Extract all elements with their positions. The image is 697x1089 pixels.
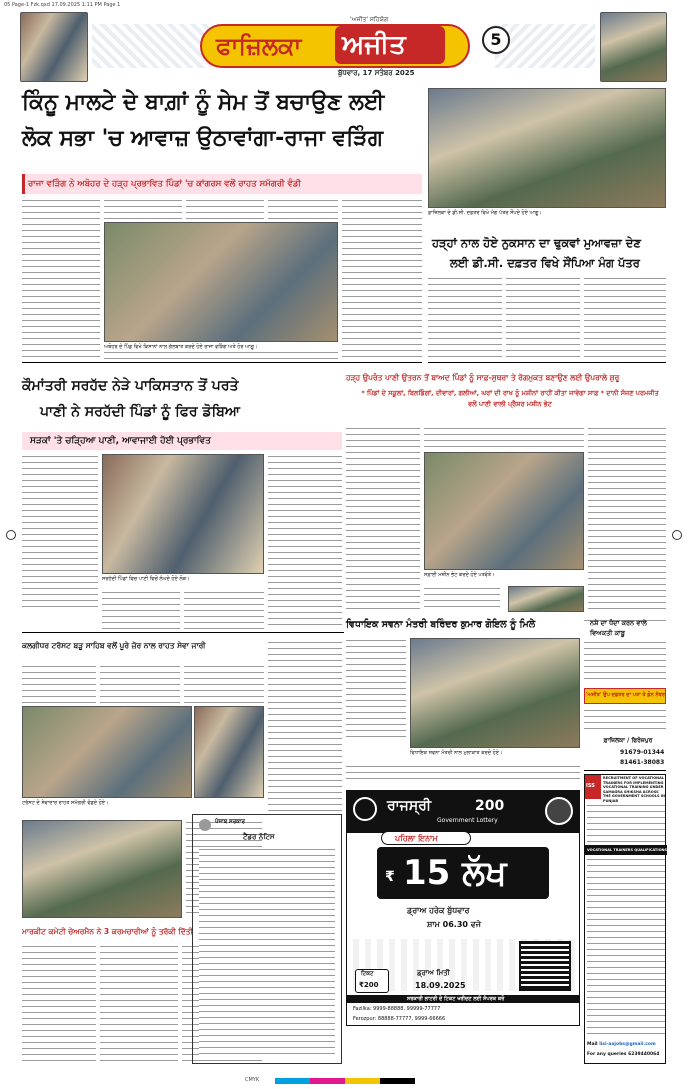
edition-name: ਫਾਜ਼ਿਲਕਾ	[216, 32, 302, 60]
relief-photo-2	[194, 706, 264, 798]
relief-photo-caption: ਟਰੱਸਟ ਦੇ ਸੇਵਾਦਾਰ ਰਾਹਤ ਸਮੱਗਰੀ ਵੰਡਦੇ ਹੋਏ।	[22, 800, 109, 806]
lead-text-col-4	[268, 198, 338, 220]
drug-arrest-text	[584, 640, 666, 684]
memorandum-text-3	[584, 276, 666, 360]
clock-tower-image	[20, 12, 88, 82]
lead-text-col-6	[342, 198, 422, 360]
masthead-pattern-right	[495, 24, 595, 68]
qr-code-icon	[519, 941, 571, 991]
cleanup-inset-photo	[508, 586, 584, 612]
mla-photo-caption: ਵਿਧਾਇਕ ਸਵਨਾ ਮੰਤਰੀ ਨਾਲ ਮੁਲਾਕਾਤ ਕਰਦੇ ਹੋਏ।	[410, 750, 503, 756]
lottery-brand-number: 200	[475, 798, 505, 814]
queries-line	[587, 1051, 665, 1058]
memorandum-text-2	[506, 276, 580, 360]
lottery-ad	[346, 790, 580, 1026]
memorandum-photo	[428, 88, 666, 208]
queries-label: For any queries	[587, 1052, 627, 1057]
cleanup-text-col-1	[346, 426, 420, 612]
lead-text-col-2	[104, 198, 182, 220]
draw-date-label: ਡ੍ਰਾਅ ਮਿਤੀ	[417, 969, 450, 977]
relief-text-col-4	[268, 640, 342, 816]
color-bar-bottom	[275, 1078, 415, 1084]
office-notice-text	[584, 708, 666, 732]
lottery-logo-disc	[353, 797, 377, 821]
lead-headline-2: ਲੋਕ ਸਭਾ 'ਚ ਆਵਾਜ਼ ਉਠਾਵਾਂਗਾ-ਰਾਜਾ ਵੜਿੰਗ	[22, 126, 384, 151]
masthead-pattern-left	[92, 24, 212, 68]
border-text-col-1	[22, 454, 98, 610]
cleanup-headline: ਹੜ੍ਹ ਉਪਰੰਤ ਪਾਣੀ ਉਤਰਨ ਤੋਂ ਬਾਅਦ ਪਿੰਡਾਂ ਨੂੰ ਸਾਫ਼-ਸੁਥਰਾ ਤੇ ਰੋਗਮੁਕਤ ਬਣਾਉਣ ਲਈ ਉਪਰਾਲੇ ਸ਼ੁਰੂ	[346, 373, 620, 382]
cleanup-strap: * ਪਿੰਡਾਂ ਦੇ ਸਕੂਲਾਂ, ਬਿਲਡਿੰਗਾਂ, ਦੀਵਾਰਾਂ, ਗਲੀਆਂ, ਘਰਾਂ ਦੀ ਰਾਖ ਨੂੰ ਮਸ਼ੀਨਾਂ ਰਾਹੀਂ ਕੀਤਾ ਜਾਵੇਗਾ ਸਾਫ਼ * ਦਾਨੀ ਸੱਜਣ ਪਰਮਜੀਤ ਵਲੋਂ ਪਾਣੀ ਵਾਲੀ ਪ੍ਰੈਸ਼ਰ ਮਸ਼ੀਨ ਭੇਟ	[361, 389, 659, 408]
lead-text-col-1	[22, 198, 100, 358]
mla-text-col-1	[346, 638, 406, 738]
border-headline-2: ਪਾਣੀ ਨੇ ਸਰਹੱਦੀ ਪਿੰਡਾਂ ਨੂੰ ਫਿਰ ਡੋਬਿਆ	[40, 404, 241, 420]
recruitment-body-2	[587, 857, 665, 1037]
border-headline-1: ਕੌਮਾਂਤਰੀ ਸਰਹੱਦ ਨੇੜੇ ਪਾਕਿਸਤਾਨ ਤੋਂ ਪਰਤੇ	[22, 378, 239, 394]
tender-title: ਟੈਂਡਰ ਨੋਟਿਸ	[243, 833, 275, 841]
lottery-tagline: Government Lottery	[437, 817, 498, 824]
mid-rule	[22, 632, 344, 633]
goa-seal-icon	[545, 797, 573, 825]
top-right-rule	[428, 362, 666, 363]
cmyk-label: CMYK	[245, 1077, 260, 1083]
border-text-col-4	[268, 454, 342, 630]
ad-footer-line-3: Ferozpur: 88888-77777, 9999-66666	[353, 1016, 446, 1022]
relief-headline: ਕਲਗੀਧਰ ਟਰੱਸਟ ਬੜੂ ਸਾਹਿਬ ਵਲੋਂ ਪੂਰੇ ਜ਼ੋਰ ਨਾਲ ਰਾਹਤ ਸੇਵਾ ਜਾਰੀ	[22, 641, 206, 650]
mla-photo	[410, 638, 580, 748]
memorandum-text-1	[428, 276, 502, 360]
draw-label: ਡ੍ਰਾਅ ਹਰੇਕ ਬੁੱਧਵਾਰ	[407, 906, 470, 915]
brand-name: ਅਜੀਤ	[342, 30, 406, 60]
print-slug: 05 Page-1 Fzk.qxd 17.09.2025 1:11 PM Page 1	[4, 2, 121, 8]
tender-notice	[192, 814, 342, 1064]
recruitment-body-1	[587, 803, 665, 843]
lead-subhead: ਰਾਜਾ ਵੜਿੰਗ ਨੇ ਅਬੋਹਰ ਦੇ ਹੜ੍ਹ ਪ੍ਰਭਾਵਿਤ ਪਿੰਡਾਂ 'ਚ ਕਾਂਗਰਸ ਵਲੋਂ ਰਾਹਤ ਸਮੱਗਰੀ ਵੰਡੀ	[28, 179, 301, 189]
mail-label: Mail	[587, 1042, 598, 1047]
qualifications-title: VOCATIONAL TRAINERS QUALIFICATIONS & EXPERIENCE	[587, 848, 697, 852]
flooded-road-caption: ਸਰਹੱਦੀ ਪਿੰਡਾਂ ਵਿਚ ਪਾਣੀ ਵਿਚੋਂ ਲੰਘਦੇ ਹੋਏ ਲੋਕ।	[102, 576, 190, 582]
promotion-photo	[22, 820, 182, 918]
recruitment-ad	[584, 774, 697, 1064]
relief-text-col-2	[100, 664, 180, 704]
office-phone-2: 81461-38083	[620, 759, 665, 766]
office-phone-1: 91679-01344	[620, 749, 665, 756]
cleanup-photo-caption: ਸਫ਼ਾਈ ਮਸ਼ੀਨ ਭੇਟ ਕਰਦੇ ਹੋਏ ਪਤਵੰਤੇ।	[424, 572, 495, 578]
flooded-road-photo	[102, 454, 264, 574]
lottery-brand: ਰਾਜਸ੍ਰੀ	[387, 798, 432, 814]
recruitment-title: RECRUITMENT OF VOCATIONAL TRAINERS FOR IMPLEMENTING VOCATIONAL TRAINING UNDER SAMAGRA SHIKSHA ACROSS THE GOVERNMENT SCHOOLS IN PUNJAB	[603, 776, 665, 803]
right-notice-rule	[584, 770, 666, 771]
lead-text-col-5	[104, 350, 338, 360]
landmark-image-right	[600, 12, 667, 82]
page-number-badge	[482, 26, 510, 54]
iss-badge: ISS	[586, 783, 595, 789]
ad-footer-line-1: ਸਰਕਾਰੀ ਲਾਟਰੀ ਦੇ ਟਿਕਟ ਖਰੀਦਣ ਲਈ ਸੰਪਰਕ ਕਰੋ	[407, 996, 505, 1002]
tender-issuer: ਪੰਜਾਬ ਸਰਕਾਰ	[215, 819, 245, 825]
promotion-headline: ਮਾਰਕੀਟ ਕਮੇਟੀ ਚੇਅਰਮੈਨ ਨੇ 3 ਕਰਮਚਾਰੀਆਂ ਨੂੰ ਤਰੱਕੀ ਦਿੱਤੀ	[22, 927, 193, 936]
prize-label: ਪਹਿਲਾ ਇਨਾਮ	[395, 834, 438, 843]
border-subhead: ਸੜਕਾਂ 'ਤੇ ਚੜ੍ਹਿਆ ਪਾਣੀ, ਆਵਾਜਾਈ ਹੋਈ ਪ੍ਰਭਾਵਿਤ	[30, 436, 211, 446]
mla-text-col-2	[346, 764, 580, 784]
relief-text-col-3	[184, 664, 264, 704]
lead-bottom-rule	[22, 362, 422, 363]
mail-line	[587, 1041, 665, 1048]
drug-arrest-headline: ਨਸ਼ੇ ਦਾ ਧੰਦਾ ਕਰਨ ਵਾਲੇ ਵਿਅਕਤੀ ਕਾਬੂ	[590, 619, 647, 637]
office-label: ਫ਼ਾਜ਼ਿਲਕਾ / ਫਿਰੋਜ਼ਪੁਰ	[603, 737, 653, 744]
cleanup-photo	[424, 452, 584, 570]
memorandum-headline-2: ਲਈ ਡੀ.ਸੀ. ਦਫ਼ਤਰ ਵਿਖੇ ਸੌਂਪਿਆ ਮੰਗ ਪੱਤਰ	[450, 256, 640, 270]
page-number: 5	[490, 30, 502, 49]
queries-phone: 6239440064	[628, 1052, 660, 1057]
tender-emblem	[199, 819, 211, 831]
prize-value: 15 ਲੱਖ	[403, 853, 507, 893]
relief-photo	[22, 706, 192, 798]
ticket-price: ₹200	[359, 981, 379, 989]
mla-headline: ਵਿਧਾਇਕ ਸਵਨਾ ਮੰਤਰੀ ਬਰਿੰਦਰ ਕੁਮਾਰ ਗੋਇਲ ਨੂੰ ਮਿਲੇ	[346, 619, 536, 630]
memorandum-headline-1: ਹੜ੍ਹਾਂ ਨਾਲ ਹੋਏ ਨੁਕਸਾਨ ਦਾ ਢੁਕਵਾਂ ਮੁਆਵਜ਼ਾ ਦੇਣ	[432, 236, 641, 250]
prize-rupee: ₹	[385, 869, 395, 885]
promotion-text-1	[22, 944, 96, 1064]
border-text-col-2	[102, 590, 180, 630]
issue-date: ਬੁੱਧਵਾਰ, 17 ਸਤੰਬਰ 2025	[338, 69, 415, 77]
mail-address: lisi-aajobs@gmail.com	[599, 1042, 656, 1047]
memorandum-photo-caption: ਫ਼ਾਜ਼ਿਲਕਾ ਦੇ ਡੀ.ਸੀ. ਦਫ਼ਤਰ ਵਿਖੇ ਮੰਗ ਪੱਤਰ ਸੌਂਪਦੇ ਹੋਏ ਆਗੂ।	[428, 210, 542, 216]
draw-time: ਸ਼ਾਮ 06.30 ਵਜੇ	[427, 920, 481, 929]
lead-headline-1: ਕਿੰਨੂ ਮਾਲਟੇ ਦੇ ਬਾਗ਼ਾਂ ਨੂੰ ਸੇਮ ਤੋਂ ਬਚਾਉਣ ਲਈ	[22, 90, 385, 115]
ticket-label: ਟਿਕਟ	[361, 971, 374, 977]
ad-footer-line-2: Fazilka: 9999-88888, 99999-77777	[353, 1006, 441, 1012]
masthead	[20, 12, 667, 84]
lead-photo	[104, 222, 338, 342]
lead-photo-caption: ਅਬੋਹਰ ਦੇ ਪਿੰਡ ਵਿਖੇ ਕਿਸਾਨਾਂ ਨਾਲ ਗੱਲਬਾਤ ਕਰਦੇ ਹੋਏ ਰਾਜਾ ਵੜਿੰਗ ਅਤੇ ਹੋਰ ਆਗੂ।	[104, 344, 258, 350]
supplement-tag: 'ਅਜੀਤ' ਸਹਿਯੋਗ	[350, 16, 389, 23]
draw-date: 18.09.2025	[415, 981, 466, 990]
promotion-text-2	[100, 944, 178, 1064]
border-text-col-3	[184, 590, 264, 630]
cleanup-text-col-3	[424, 586, 500, 612]
register-mark-top-left	[6, 530, 16, 540]
register-mark-right	[672, 530, 682, 540]
ajit-office-title: 'ਅਜੀਤ' ਉਪ ਦਫ਼ਤਰ ਦਾ ਪਤਾ ਤੇ ਫ਼ੋਨ ਨੰਬਰ	[586, 692, 665, 698]
lead-text-col-3	[186, 198, 264, 220]
cleanup-text-col-4	[588, 426, 666, 612]
tender-body	[199, 847, 335, 1057]
cleanup-text-col-2	[424, 426, 584, 450]
